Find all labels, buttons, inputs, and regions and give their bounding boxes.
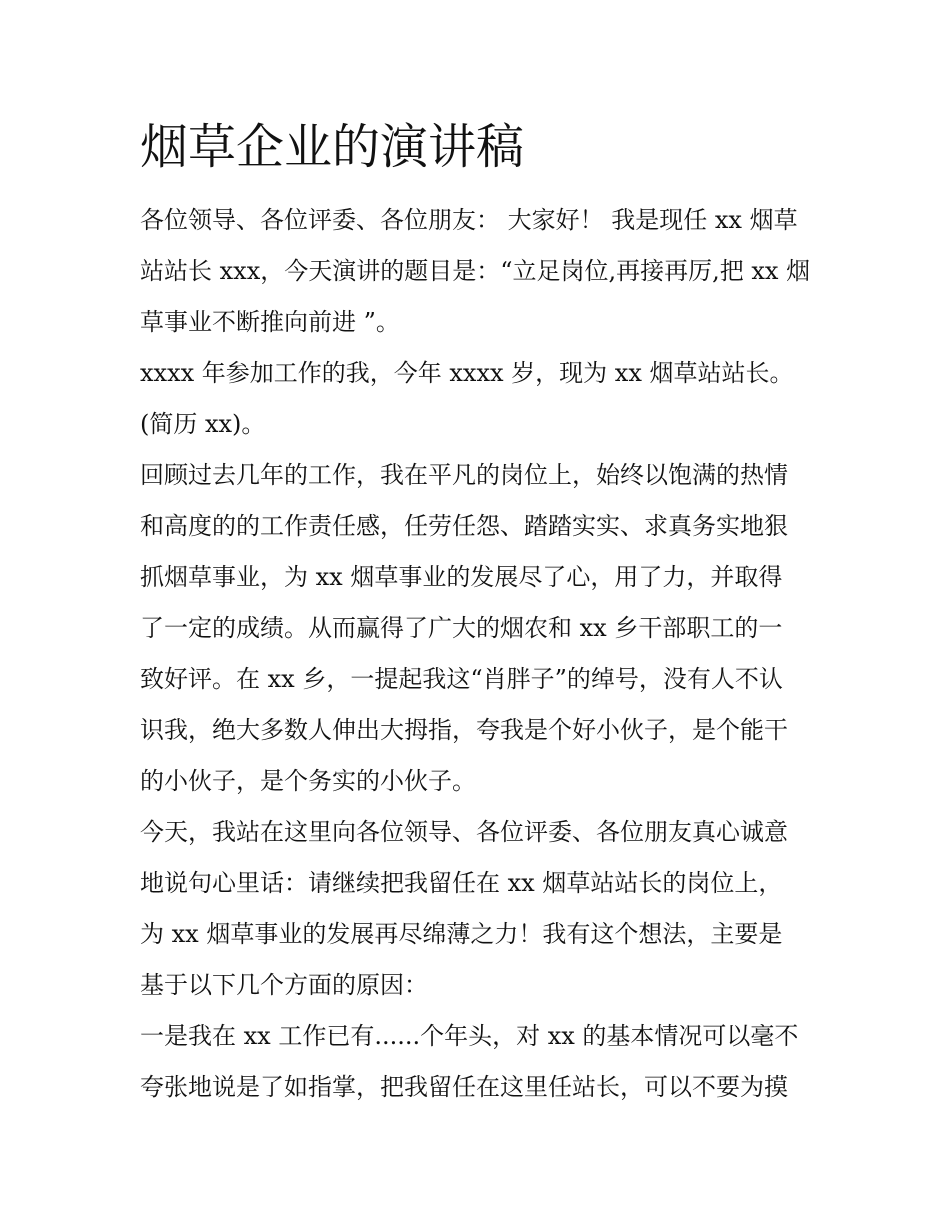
text-line: 回顾过去几年的工作，我在平凡的岗位上，始终以饱满的热情 bbox=[140, 461, 788, 489]
text-line: 今天，我站在这里向各位领导、各位评委、各位朋友真心诚意 bbox=[140, 818, 788, 846]
document-title: 烟草企业的演讲稿 bbox=[140, 119, 525, 175]
text-line: xxxx 年参加工作的我，今年 xxxx 岁，现为 xx 烟草站站长。 bbox=[140, 359, 794, 387]
text-line: 致好评。在 xx 乡，一提起我这“肖胖子”的绰号，没有人不认 bbox=[140, 665, 783, 693]
text-line: 了一定的成绩。从而赢得了广大的烟农和 xx 乡干部职工的一 bbox=[140, 614, 783, 642]
text-line: 站站长 xxx，今天演讲的题目是：“立足岗位,再接再厉,把 xx 烟 bbox=[140, 257, 811, 285]
text-line: 识我，绝大多数人伸出大拇指，夸我是个好小伙子，是个能干 bbox=[140, 716, 788, 744]
text-line: 各位领导、各位评委、各位朋友： 大家好！ 我是现任 xx 烟草 bbox=[140, 206, 798, 234]
text-line: 抓烟草事业，为 xx 烟草事业的发展尽了心，用了力，并取得 bbox=[140, 563, 783, 591]
text-line: 地说句心里话：请继续把我留任在 xx 烟草站站长的岗位上， bbox=[140, 869, 783, 897]
text-line: 草事业不断推向前进 ”。 bbox=[140, 308, 400, 336]
text-line: 一是我在 xx 工作已有......个年头，对 xx 的基本情况可以毫不 bbox=[140, 1022, 799, 1050]
text-line: 夸张地说是了如指掌，把我留任在这里任站长，可以不要为摸 bbox=[140, 1073, 788, 1101]
text-line: 基于以下几个方面的原因： bbox=[140, 971, 428, 999]
text-line: (简历 xx)。 bbox=[140, 410, 266, 438]
text-line: 的小伙子，是个务实的小伙子。 bbox=[140, 767, 476, 795]
text-line: 为 xx 烟草事业的发展再尽绵薄之力！我有这个想法，主要是 bbox=[140, 920, 783, 948]
text-line: 和高度的的工作责任感，任劳任怨、踏踏实实、求真务实地狠 bbox=[140, 512, 788, 540]
document-body bbox=[140, 195, 840, 1113]
